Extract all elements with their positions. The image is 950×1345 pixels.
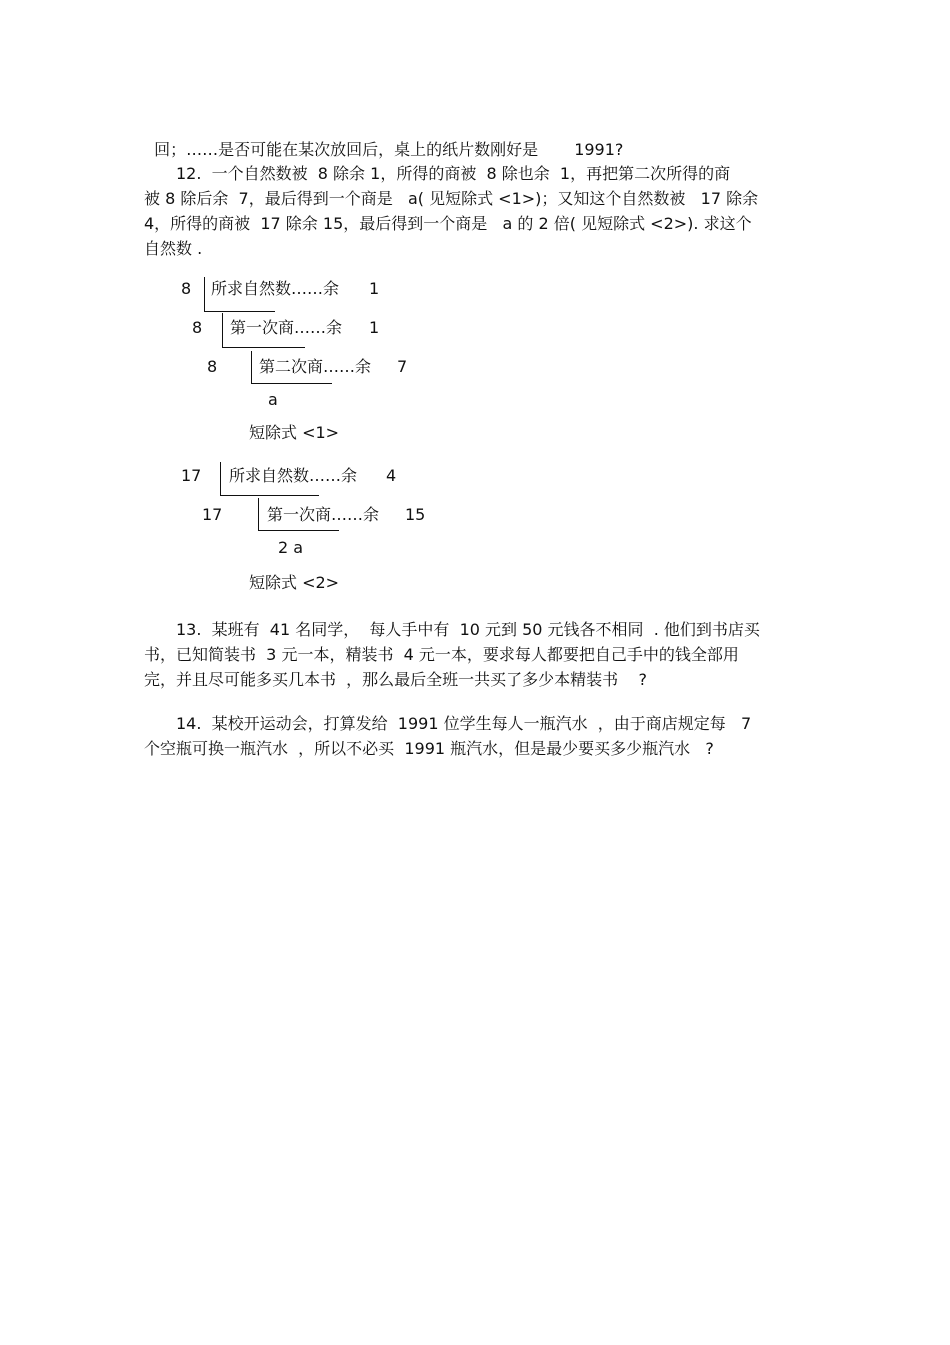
division1-divisor-1: 8 — [181, 279, 192, 298]
division2-remainder-1: 4 — [386, 466, 397, 485]
problem12-line4: 自然数 . — [144, 239, 203, 258]
division2-divisor-2: 17 — [202, 505, 223, 524]
continuation-text: 回；……是否可能在某次放回后，桌上的纸片数刚好是 — [154, 140, 539, 159]
continuation-number: 1991? — [574, 140, 624, 159]
problem13-line2: 书，已知简装书 3 元一本，精装书 4 元一本，要求每人都要把自己手中的钱全部用 — [144, 645, 739, 664]
problem12-line1: 12. 一个自然数被 8 除余 1，所得的商被 8 除也余 1，再把第二次所得的商 — [176, 164, 731, 183]
problem14-line1: 14. 某校开运动会，打算发给 1991 位学生每人一瓶汽水 ，由于商店规定每 7 — [176, 714, 752, 733]
continuation-line — [144, 120, 623, 160]
division1-row3-text: 第二次商……余 — [259, 357, 372, 376]
division1-remainder-3: 7 — [397, 357, 408, 376]
division1-caption: 短除式 <1> — [249, 423, 340, 442]
problem13-line1: 13. 某班有 41 名同学， 每人手中有 10 元到 50 元钱各不相同 . 他们到书店买 — [176, 620, 760, 639]
division1-row1-text: 所求自然数……余 — [211, 279, 340, 298]
division1-result: a — [268, 390, 278, 409]
division2-result: 2 a — [278, 538, 304, 557]
division1-divisor-2: 8 — [192, 318, 203, 337]
division1-divisor-3: 8 — [207, 357, 218, 376]
problem12-line3: 4，所得的商被 17 除余 15，最后得到一个商是 a 的 2 倍( 见短除式 <2>). 求这个 — [144, 214, 752, 233]
division2-caption: 短除式 <2> — [249, 573, 340, 592]
problem13-line3: 完，并且尽可能多买几本书 ，那么最后全班一共买了多少本精装书 ? — [144, 670, 648, 689]
division1-remainder-1: 1 — [369, 279, 380, 298]
problem14-line2: 个空瓶可换一瓶汽水 ，所以不必买 1991 瓶汽水，但是最少要买多少瓶汽水 ? — [144, 739, 714, 758]
division2-row1-text: 所求自然数……余 — [229, 466, 358, 485]
division2-divisor-1: 17 — [181, 466, 202, 485]
division2-row2-text: 第一次商……余 — [267, 505, 380, 524]
division1-row2-text: 第一次商……余 — [230, 318, 343, 337]
division2-remainder-2: 15 — [405, 505, 426, 524]
division1-remainder-2: 1 — [369, 318, 380, 337]
problem12-line2: 被 8 除后余 7，最后得到一个商是 a( 见短除式 <1>)；又知这个自然数被 17 除余 — [144, 189, 759, 208]
